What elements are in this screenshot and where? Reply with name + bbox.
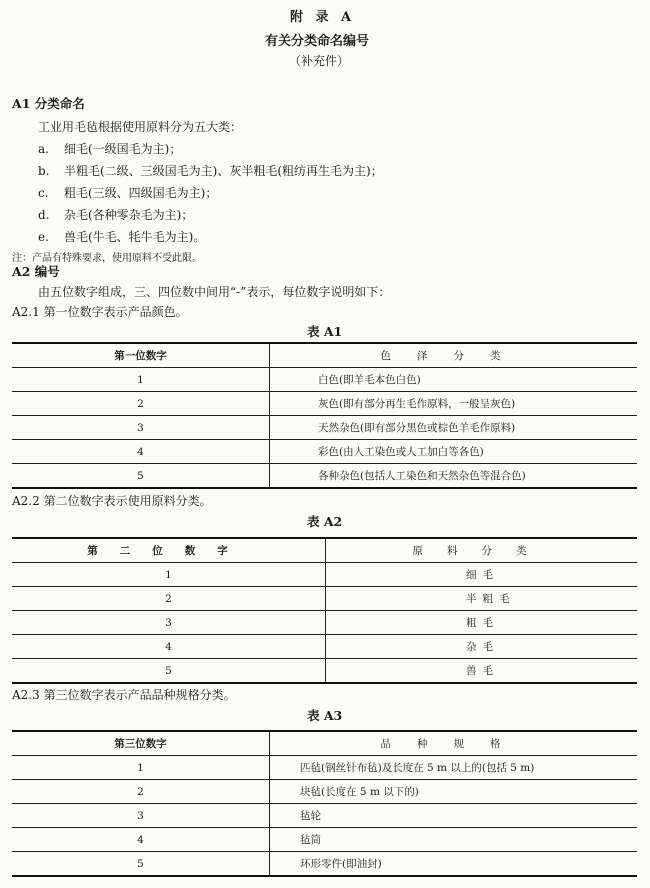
table-cell: 杂毛 [326,635,638,659]
table-cell: 5 [12,852,270,877]
table-header-cell: 原料分类 [326,538,638,563]
table-row [12,780,637,804]
table-header-cell: 第二位数字 [12,538,326,563]
list-text: 细毛(一级国毛为主)； [64,142,182,156]
table-cell: 匹毡(钢丝针布毡)及长度在 5 m 以上的(包括 5 m) [270,756,638,780]
list-item-b [38,162,383,179]
table-a1 [12,342,637,489]
section-a2-heading: A2 编号 [12,264,60,279]
table-cell: 块毡(长度在 5 m 以下的) [270,780,638,804]
a2-3-heading: A2.3 第三位数字表示产品品种规格分类。 [12,688,236,702]
table-cell: 粗毛 [326,611,638,635]
table-row [12,440,637,464]
table-cell: 4 [12,828,270,852]
a1-intro: 工业用毛毡根据使用原料分为五大类： [38,120,243,134]
appendix-title: 附 录 A [290,10,356,25]
list-marker: c. [38,186,49,200]
table-cell: 2 [12,780,270,804]
a2-1-heading: A2.1 第一位数字表示产品颜色。 [12,305,188,319]
table-row [12,611,637,635]
table-cell: 3 [12,804,270,828]
list-item-d [38,206,193,223]
list-item-e [38,228,205,245]
list-marker: a. [38,142,49,156]
list-text: 杂毛(各种零杂毛为主)； [64,208,194,222]
appendix-note: （补充件） [289,54,350,68]
table-cell: 灰色(即有部分再生毛作原料，一般呈灰色) [270,392,638,416]
table-row [12,416,637,440]
table-row [12,756,637,780]
table-cell: 3 [12,416,270,440]
list-text: 半粗毛(二级、三级国毛为主)、灰半粗毛(粗纺再生毛为主)； [64,164,383,178]
table-row [12,464,637,489]
table-row [12,392,637,416]
table-cell: 2 [12,587,326,611]
a2-2-heading: A2.2 第二位数字表示使用原料分类。 [12,494,212,508]
table-row [12,804,637,828]
table-cell: 1 [12,756,270,780]
list-marker: d. [38,208,50,222]
table-cell: 彩色(由人工染色或人工加白等各色) [270,440,638,464]
list-marker: e. [38,230,49,244]
table-a1-caption: 表 A1 [307,324,343,339]
table-cell: 4 [12,440,270,464]
table-header-cell: 第一位数字 [12,343,270,368]
list-item-c [38,184,217,201]
table-a3 [12,730,637,877]
table-header-row [12,538,637,563]
table-cell: 毡筒 [270,828,638,852]
table-cell: 天然杂色(即有部分黑色或棕色羊毛作原料) [270,416,638,440]
appendix-subtitle: 有关分类命名编号 [265,34,370,49]
table-row [12,563,637,587]
list-text: 粗毛(三级、四级国毛为主)； [64,186,218,200]
a2-intro: 由五位数字组成，三、四位数中间用“-”表示，每位数字说明如下： [38,285,391,299]
table-cell: 半粗毛 [326,587,638,611]
table-row [12,828,637,852]
table-cell: 毡轮 [270,804,638,828]
table-cell: 兽毛 [326,659,638,684]
table-a2-caption: 表 A2 [307,514,343,529]
table-cell: 1 [12,563,326,587]
table-header-cell: 品种规格 [270,731,638,756]
table-header-cell: 色泽分类 [270,343,638,368]
table-header-cell: 第三位数字 [12,731,270,756]
table-cell: 3 [12,611,326,635]
list-marker: b. [38,164,50,178]
table-row [12,368,637,392]
table-cell: 各种杂色(包括人工染色和天然杂色等混合色) [270,464,638,489]
list-text: 兽毛(牛毛、牦牛毛为主)。 [64,230,206,244]
table-row [12,659,637,684]
section-a1-heading: A1 分类命名 [12,96,85,111]
table-cell: 4 [12,635,326,659]
table-cell: 细毛 [326,563,638,587]
table-row [12,635,637,659]
table-a2 [12,537,637,684]
table-header-row [12,343,637,368]
table-a3-caption: 表 A3 [307,708,343,723]
table-header-row [12,731,637,756]
a1-note: 注：产品有特殊要求，使用原料不受此限。 [12,253,202,264]
table-row [12,852,637,877]
table-cell: 5 [12,659,326,684]
table-cell: 2 [12,392,270,416]
table-cell: 1 [12,368,270,392]
table-cell: 5 [12,464,270,489]
table-row [12,587,637,611]
list-item-a [38,140,181,157]
table-cell: 环形零件(即油封) [270,852,638,877]
table-cell: 白色(即羊毛本色白色) [270,368,638,392]
